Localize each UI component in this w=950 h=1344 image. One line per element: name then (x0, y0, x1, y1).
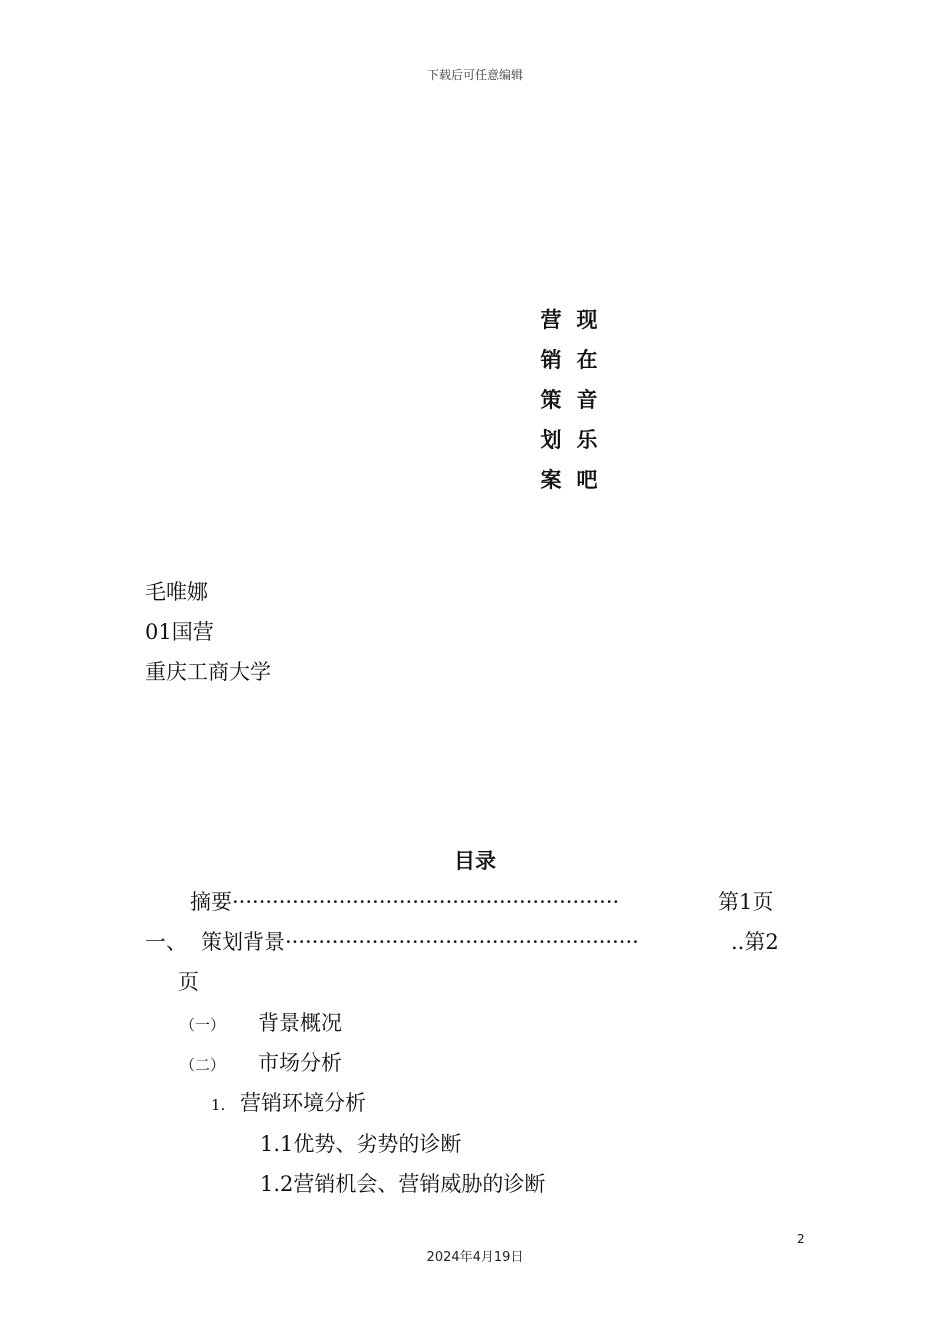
toc-entry-marker: （二） (180, 1056, 226, 1074)
title-column-2 (576, 300, 598, 500)
footer-date: 2024年4月19日 (426, 1250, 524, 1265)
title-char: 乐 (576, 428, 598, 452)
vertical-title (540, 300, 598, 500)
toc-entry-marker: 1. (211, 1096, 226, 1114)
toc-entry-label: 摘要 (190, 890, 232, 914)
title-char: 在 (576, 348, 598, 372)
toc-entry-sub-1 (180, 1003, 342, 1045)
toc-entry-label: 营销环境分析 (240, 1091, 366, 1115)
author-name: 毛唯娜 (145, 580, 208, 604)
title-char: 销 (540, 348, 562, 372)
toc-entry-section-1 (145, 922, 779, 962)
toc-entry-abstract (190, 882, 773, 922)
author-block (145, 572, 271, 692)
author-school: 重庆工商大学 (145, 660, 271, 684)
toc-entry-page: 第1页 (718, 890, 774, 914)
title-char: 音 (576, 388, 598, 412)
toc-title: 目录 (454, 849, 496, 873)
toc-entry-sub-2 (180, 1043, 342, 1085)
title-char: 策 (540, 388, 562, 412)
title-char: 现 (576, 308, 598, 332)
author-class: 01国营 (145, 620, 214, 644)
toc-entry-marker: 一、 (145, 930, 187, 954)
title-char: 吧 (576, 468, 598, 492)
toc-leader-dots: ·························································· (232, 890, 620, 914)
title-char: 案 (540, 468, 562, 492)
toc-entry-page: ..第2 (731, 930, 779, 954)
header-note: 下载后可任意编辑 (426, 68, 523, 82)
title-column-1 (540, 300, 562, 500)
toc-entry-section-1-wrap: 页 (178, 970, 199, 994)
toc-leader-dots: ····················································· (285, 930, 639, 954)
toc-entry-marker: （一） (180, 1016, 226, 1034)
title-char: 划 (540, 428, 562, 452)
toc-entry-item-1-2: 1.2营销机会、营销威胁的诊断 (260, 1172, 546, 1196)
toc-entry-label: 策划背景 (201, 930, 285, 954)
page-number: 2 (797, 1232, 805, 1246)
toc-entry-item-1 (211, 1083, 366, 1125)
toc-entry-item-1-1: 1.1优势、劣势的诊断 (260, 1132, 462, 1156)
toc-entry-label: 背景概况 (258, 1011, 342, 1035)
toc-entry-label: 市场分析 (258, 1051, 342, 1075)
title-char: 营 (540, 308, 562, 332)
